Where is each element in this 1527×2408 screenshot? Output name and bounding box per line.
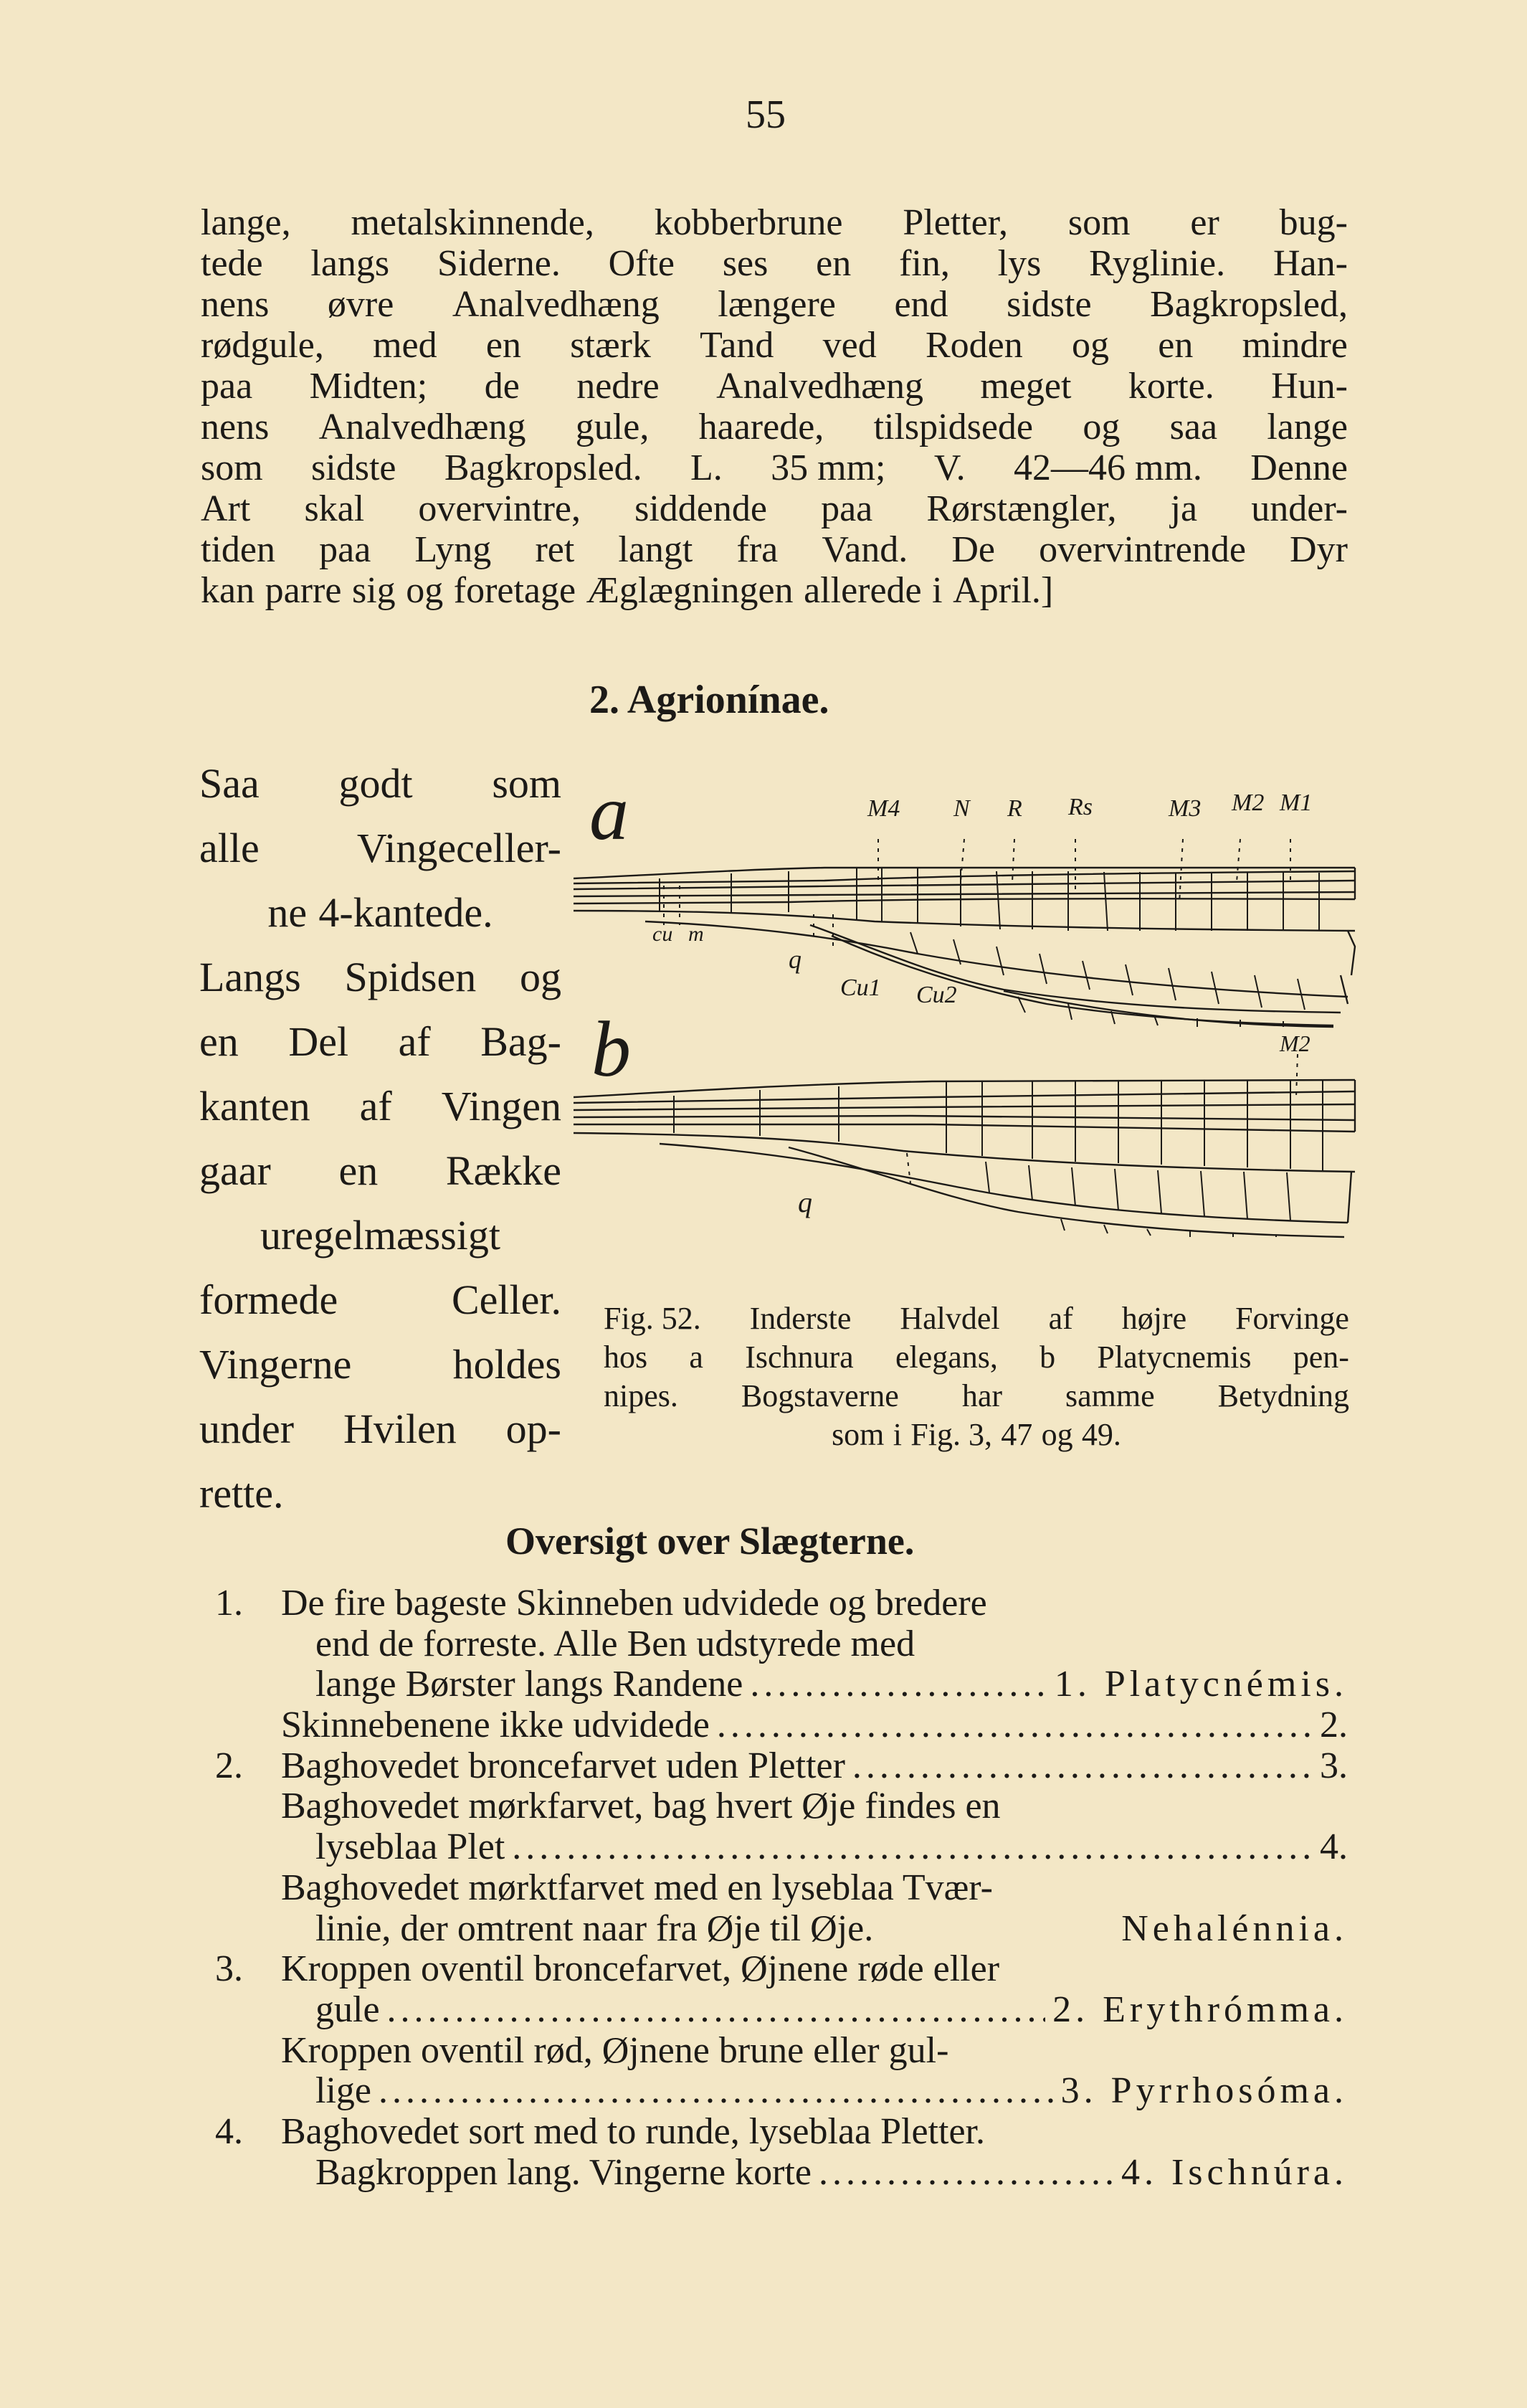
word: ses (722, 243, 769, 284)
text-line (199, 1461, 561, 1526)
text-line (201, 447, 1348, 488)
key-text: De fire bageste Skinneben udvidede og bredere (281, 1583, 987, 1623)
body-paragraph (201, 202, 1348, 611)
side-text (199, 752, 561, 1526)
word: Hun- (1271, 366, 1348, 407)
text-line (201, 570, 1348, 611)
word: fra (736, 529, 779, 570)
word: kan (201, 570, 255, 611)
key-text: Kroppen oventil rød, Øjnene brune eller gul- (281, 2029, 949, 2071)
key-row (215, 1746, 1348, 1787)
text-line (199, 816, 561, 881)
word: saa (1169, 407, 1218, 447)
label-q-b: q (798, 1186, 812, 1218)
word: sidste (1007, 284, 1092, 325)
word: af (1048, 1301, 1073, 1336)
word: og (520, 954, 561, 1000)
key-row (215, 1990, 1348, 2031)
key-row (215, 1909, 1348, 1950)
text-line (201, 325, 1348, 366)
word: en (199, 1018, 239, 1065)
text-line (199, 1397, 561, 1461)
key-row (215, 1624, 1348, 1665)
word: overvintre, (418, 488, 581, 529)
word: under- (1251, 488, 1348, 529)
word: paa (821, 488, 873, 529)
key-result: 4. (1320, 1826, 1348, 1868)
word: sig (351, 570, 396, 611)
word: Roden (925, 325, 1023, 366)
word: ret (535, 529, 575, 570)
word: og (1041, 1417, 1073, 1452)
text-line (201, 366, 1348, 407)
word: stærk (570, 325, 651, 366)
word: foretage (453, 570, 576, 611)
key-result: 3. (1320, 1745, 1348, 1786)
key-result: Nehalénnia. (1121, 1907, 1348, 1949)
wing-a-crossveins (660, 868, 1319, 1027)
label-Cu1: Cu1 (840, 975, 881, 1001)
word: Platycnemis (1097, 1340, 1252, 1375)
word: ne (267, 889, 308, 936)
word: Analvedhæng (716, 366, 923, 407)
word: med (373, 325, 437, 366)
label-R: R (1007, 795, 1022, 822)
label-M2: M2 (1232, 790, 1265, 816)
word: lys (997, 243, 1042, 284)
word: Ischnura (745, 1340, 854, 1375)
word: meget (980, 366, 1072, 407)
word: en (338, 1147, 379, 1194)
word: tiden (201, 529, 275, 570)
word: op- (505, 1406, 561, 1452)
leader-dots (750, 1664, 1047, 1705)
key-text: linie, der omtrent naar fra Øje til Øje. (315, 1907, 874, 1949)
word: Forvinge (1235, 1301, 1349, 1336)
word: øvre (327, 284, 394, 325)
label-M3: M3 (1169, 795, 1202, 822)
text-line (199, 1074, 561, 1139)
word: mindre (1242, 325, 1348, 366)
word: nedre (576, 366, 660, 407)
word: og (1071, 325, 1109, 366)
word: uregelmæssigt (260, 1212, 501, 1258)
word: 49. (1081, 1417, 1121, 1452)
word: Spidsen (344, 954, 477, 1000)
text-line (201, 488, 1348, 529)
key-row (215, 1583, 1348, 1624)
key-row (215, 1827, 1348, 1868)
word: de (484, 366, 520, 407)
key-result: 2. (1320, 1705, 1348, 1746)
word: Inderste (749, 1301, 852, 1336)
word: Siderne. (437, 243, 561, 284)
word: De (951, 529, 995, 570)
text-line (604, 1377, 1349, 1416)
text-line (199, 1203, 561, 1268)
word: tilspidsede (873, 407, 1034, 447)
word: Tand (700, 325, 774, 366)
text-line (201, 202, 1348, 243)
key-row (215, 2153, 1348, 2194)
key-text: Baghovedet broncefarvet uden Pletter (281, 1745, 845, 1786)
leader-dots (717, 1705, 1313, 1746)
word: hos (604, 1340, 648, 1375)
word: allerede (804, 570, 922, 611)
word: Analvedhæng (452, 284, 660, 325)
word: en (485, 325, 521, 366)
label-M4: M4 (867, 795, 900, 822)
text-line (201, 243, 1348, 284)
word: Halvdel (900, 1301, 1000, 1336)
word: som (832, 1417, 885, 1452)
word: sidste (311, 447, 396, 488)
word: er (1190, 202, 1219, 243)
key-text: lige (315, 2070, 371, 2112)
key-row (215, 2071, 1348, 2112)
leader-dots (379, 2071, 1054, 2112)
key-row (215, 1949, 1348, 1990)
text-line (199, 945, 561, 1010)
word: Analvedhæng (318, 407, 526, 447)
word: V. (933, 447, 966, 488)
word: længere (718, 284, 836, 325)
word: pen- (1293, 1340, 1349, 1375)
label-M1: M1 (1280, 790, 1313, 816)
word: holdes (452, 1341, 561, 1388)
word: under (199, 1406, 295, 1452)
key-row (215, 1868, 1348, 1909)
word: bug- (1279, 202, 1348, 243)
label-Cu2: Cu2 (916, 982, 957, 1008)
leader-dots (512, 1827, 1313, 1868)
text-line (604, 1416, 1349, 1454)
word: som (201, 447, 263, 488)
key-text: Baghovedet mørkfarvet, bag hvert Øje findes en (281, 1786, 1001, 1827)
word: L. (690, 447, 723, 488)
word: Ofte (608, 243, 675, 284)
key-text: gule (315, 1989, 380, 2030)
word: paa (319, 529, 371, 570)
word: Hvilen (343, 1406, 457, 1452)
word: Ryglinie. (1089, 243, 1226, 284)
section-heading: 2. Agrionínae. (589, 678, 829, 722)
word: langs (310, 243, 390, 284)
word: en (816, 243, 852, 284)
key-text: Kroppen oventil broncefarvet, Øjnene røde eller (281, 1948, 1000, 1990)
genus-key (215, 1583, 1348, 2193)
page-number: 55 (746, 93, 786, 137)
word: Lyng (414, 529, 492, 570)
key-row (215, 1705, 1348, 1746)
word: siddende (634, 488, 767, 529)
word: alle (199, 825, 260, 871)
word: som (492, 760, 561, 807)
text-line (201, 284, 1348, 325)
word: Vingerne (199, 1341, 352, 1388)
word: ja (1170, 488, 1198, 529)
word: gule, (575, 407, 650, 447)
key-result: 1. Platycnémis. (1054, 1664, 1348, 1705)
word: og (406, 570, 444, 611)
word: ved (822, 325, 877, 366)
key-number: 4. (215, 2110, 243, 2152)
text-line (199, 1139, 561, 1203)
key-text: Baghovedet sort med to runde, lyseblaa Pletter. (281, 2110, 985, 2152)
word: højre (1121, 1301, 1187, 1336)
text-line (201, 407, 1348, 447)
word: Art (201, 488, 251, 529)
word: tede (201, 243, 263, 284)
word: af (398, 1018, 431, 1065)
word: Denne (1250, 447, 1348, 488)
word: Dyr (1290, 529, 1348, 570)
word: elegans, (895, 1340, 998, 1375)
word: en (1158, 325, 1194, 366)
word: a (689, 1340, 703, 1375)
word: overvintrende (1039, 529, 1246, 570)
word: Langs (199, 954, 301, 1000)
word: formede (199, 1276, 338, 1323)
word: Æglægningen (586, 570, 794, 611)
word: Vand. (822, 529, 908, 570)
text-line (199, 1010, 561, 1074)
key-number: 2. (215, 1745, 243, 1786)
key-text: Bagkroppen lang. Vingerne korte (315, 2151, 812, 2193)
word: Han- (1272, 243, 1348, 284)
word: Bagkropsled. (444, 447, 642, 488)
word: som (1067, 202, 1131, 243)
key-heading: Oversigt over Slægterne. (505, 1520, 915, 1563)
key-row (215, 2112, 1348, 2153)
word: Vingen (441, 1083, 561, 1129)
text-line (199, 881, 561, 945)
word: Betydning (1217, 1378, 1349, 1413)
label-Rs: Rs (1068, 794, 1093, 820)
label-M2-b: M2 (1280, 1030, 1310, 1056)
label-N: N (953, 795, 970, 822)
word: Rørstængler, (926, 488, 1117, 529)
key-text: lange Børster langs Randene (315, 1664, 743, 1705)
word: Vingeceller- (356, 825, 561, 871)
word: langt (618, 529, 693, 570)
word: April.] (953, 570, 1054, 611)
word: i (893, 1417, 902, 1452)
word: skal (304, 488, 365, 529)
word: i (932, 570, 943, 611)
word: Række (445, 1147, 561, 1194)
label-cu: cu (652, 922, 673, 946)
word: af (359, 1083, 392, 1129)
word: gaar (199, 1147, 271, 1194)
text-line (201, 529, 1348, 570)
word: Bogstaverne (741, 1378, 899, 1413)
label-q-a: q (789, 945, 801, 974)
text-line (199, 1332, 561, 1397)
word: nens (201, 284, 270, 325)
word: nipes. (604, 1378, 678, 1413)
word: nens (201, 407, 270, 447)
word: 4-kantede. (318, 889, 493, 936)
word: fin, (899, 243, 950, 284)
word: har (961, 1378, 1003, 1413)
word: Pletter, (903, 202, 1008, 243)
word: Bag- (480, 1018, 561, 1065)
word: og (1083, 407, 1121, 447)
key-result: 2. Erythrómma. (1052, 1989, 1348, 2030)
label-m: m (688, 922, 704, 946)
key-result: 3. Pyrrhosóma. (1060, 2070, 1348, 2112)
label-a: a (589, 769, 629, 856)
word: rette. (199, 1470, 284, 1517)
word: haarede, (698, 407, 824, 447)
word: korte. (1128, 366, 1214, 407)
text-line (199, 1268, 561, 1332)
text-line (199, 752, 561, 816)
text-line (604, 1338, 1349, 1377)
key-row (215, 1664, 1348, 1705)
wing-figure (574, 760, 1362, 1276)
word: rødgule, (201, 325, 324, 366)
word: metalskinnende, (351, 202, 594, 243)
key-number: 1. (215, 1583, 243, 1623)
label-b: b (591, 1005, 631, 1093)
word: godt (338, 760, 413, 807)
word: end (894, 284, 948, 325)
text-line (604, 1299, 1349, 1338)
word: lange, (201, 202, 291, 243)
figure-caption (604, 1299, 1349, 1454)
wing-a-venation (574, 868, 1355, 1027)
leader-dots (819, 2153, 1114, 2194)
key-row (215, 1786, 1348, 1827)
word: 42—46 mm. (1014, 447, 1202, 488)
word: kobberbrune (654, 202, 843, 243)
word: 47 (1001, 1417, 1033, 1452)
word: paa (201, 366, 253, 407)
word: Del (288, 1018, 349, 1065)
word: Midten; (309, 366, 428, 407)
key-text: lyseblaa Plet (315, 1826, 505, 1868)
word: Bagkropsled, (1150, 284, 1348, 325)
key-number: 3. (215, 1948, 243, 1990)
word: samme (1065, 1378, 1155, 1413)
key-row (215, 2031, 1348, 2072)
wing-b-venation (574, 1080, 1355, 1237)
word: parre (265, 570, 342, 611)
word: b (1040, 1340, 1056, 1375)
leader-dots (387, 1990, 1046, 2031)
word: Celler. (451, 1276, 561, 1323)
key-text: Baghovedet mørktfarvet med en lyseblaa Tvær- (281, 1867, 993, 1908)
word: 35 mm; (771, 447, 886, 488)
word: Fig. 3, (910, 1417, 992, 1452)
word: Fig. 52. (604, 1301, 701, 1336)
word: lange (1267, 407, 1348, 447)
word: Saa (199, 760, 260, 807)
word: kanten (199, 1083, 310, 1129)
key-text: Skinnebenene ikke udvidede (281, 1705, 710, 1746)
key-text: end de forreste. Alle Ben udstyrede med (315, 1623, 915, 1664)
key-result: 4. Ischnúra. (1121, 2151, 1348, 2193)
leader-dots (852, 1746, 1313, 1787)
